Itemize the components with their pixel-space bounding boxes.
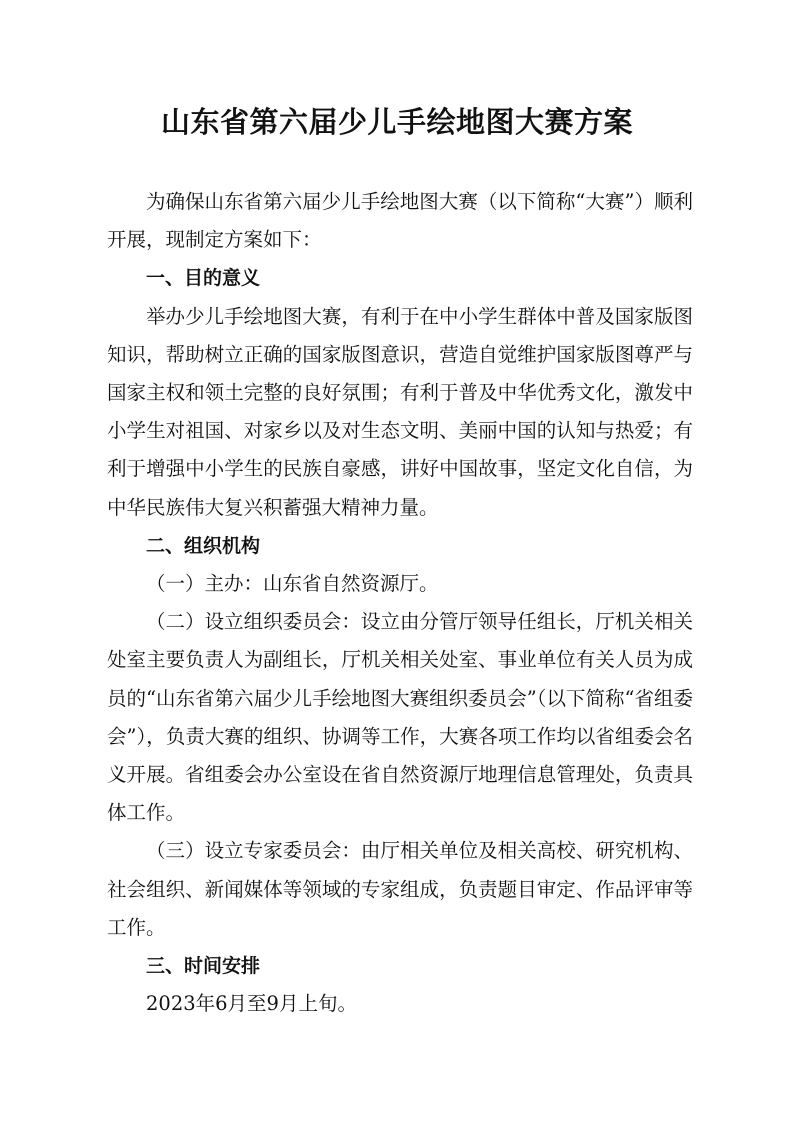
section-heading-purpose: 一、目的意义 (146, 267, 261, 290)
section-heading-schedule: 三、时间安排 (146, 955, 261, 978)
document-title: 山东省第六届少儿手绘地图大赛方案 (160, 105, 633, 139)
organization-item-experts: （三）设立专家委员会：由厅相关单位及相关高校、研究机构、社会组织、新闻媒体等领域的专家组成，负责题目审定、作品评审等工作。 (107, 839, 693, 939)
section-heading-organization: 二、组织机构 (146, 534, 261, 557)
schedule-paragraph: 2023年6月至9月上旬。 (146, 992, 357, 1016)
organization-item-host: （一）主办：山东省自然资源厅。 (146, 572, 439, 596)
intro-paragraph: 为确保山东省第六届少儿手绘地图大赛（以下简称“大赛”）顺利开展，现制定方案如下： (107, 190, 693, 252)
purpose-paragraph: 举办少儿手绘地图大赛，有利于在中小学生群体中普及国家版图知识，帮助树立正确的国家版图意识，营造自觉维护国家版图尊严与国家主权和领土完整的良好氛围；有利于普及中华优秀文化，激发中小学生对祖国、对家乡以及对生态文明、美丽中国的认知与热爱；有利于增强中小学生的民族自豪感，讲好中国故事，坚定文化自信，为中华民族伟大复兴积蓄强大精神力量。 (107, 304, 693, 519)
organization-item-committee: （二）设立组织委员会：设立由分管厅领导任组长，厅机关相关处室主要负责人为副组长，厅机关相关处室、事业单位有关人员为成员的“山东省第六届少儿手绘地图大赛组织委员会”（以下简称“省组委会”），负责大赛的组织、协调等工作，大赛各项工作均以省组委会名义开展。省组委会办公室设在省自然资源厅地理信息管理处，负责具体工作。 (107, 610, 693, 825)
document-body (107, 183, 693, 1023)
